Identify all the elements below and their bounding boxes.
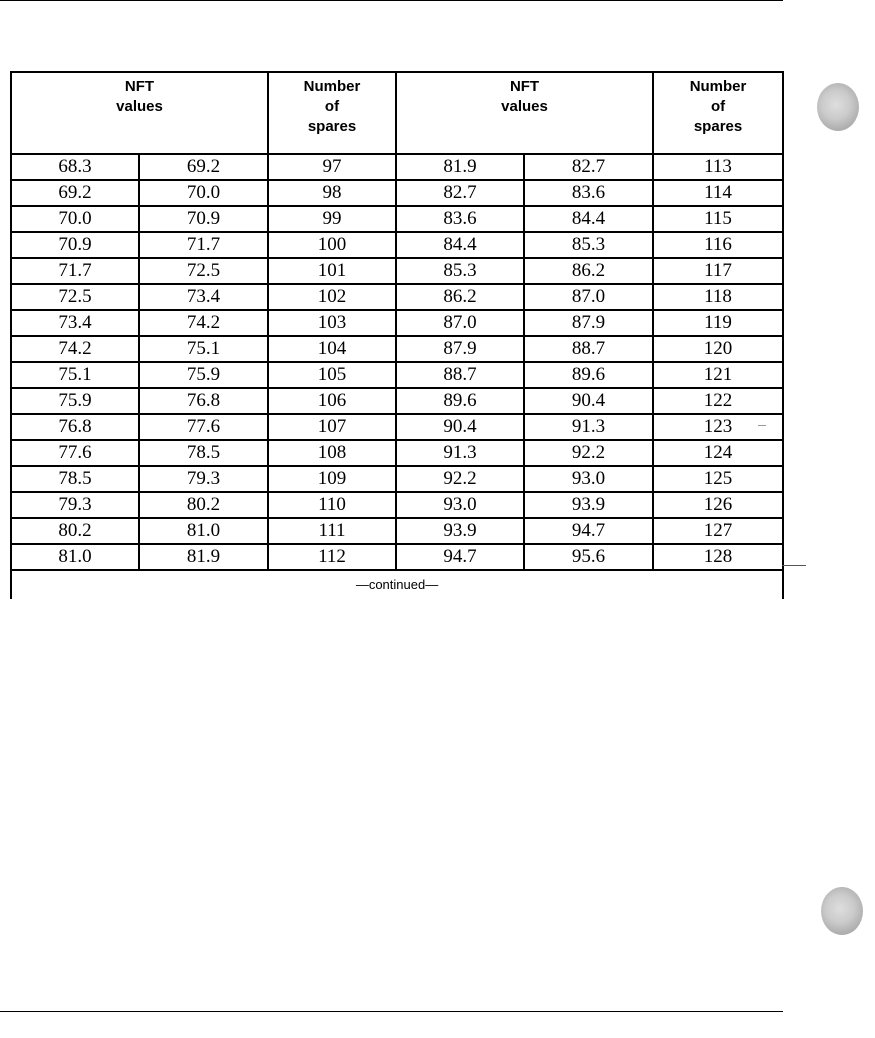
spares-left-cell: 99 bbox=[268, 206, 396, 232]
spares-left-cell: 106 bbox=[268, 388, 396, 414]
spares-right-cell: 123 bbox=[653, 414, 783, 440]
spares-right-cell: 116 bbox=[653, 232, 783, 258]
nft-low-left-cell: 81.0 bbox=[11, 544, 139, 570]
spares-left-cell: 102 bbox=[268, 284, 396, 310]
table-row bbox=[11, 284, 783, 310]
nft-high-right-cell: 83.6 bbox=[524, 180, 653, 206]
spares-right-cell: 114 bbox=[653, 180, 783, 206]
table-row bbox=[11, 388, 783, 414]
spares-right-cell: 122 bbox=[653, 388, 783, 414]
nft-spares-table bbox=[10, 71, 784, 599]
spares-right-cell: 115 bbox=[653, 206, 783, 232]
table-row bbox=[11, 180, 783, 206]
nft-low-left-cell: 78.5 bbox=[11, 466, 139, 492]
nft-low-right-cell: 93.0 bbox=[396, 492, 524, 518]
bottom-rule bbox=[0, 1011, 783, 1012]
table-row bbox=[11, 440, 783, 466]
continued-note: —continued— bbox=[11, 570, 783, 599]
nft-low-left-cell: 70.0 bbox=[11, 206, 139, 232]
nft-low-right-cell: 93.9 bbox=[396, 518, 524, 544]
nft-high-left-cell: 81.9 bbox=[139, 544, 268, 570]
continued-row bbox=[11, 570, 783, 599]
table-row bbox=[11, 466, 783, 492]
nft-low-left-cell: 73.4 bbox=[11, 310, 139, 336]
spares-right-cell: 118 bbox=[653, 284, 783, 310]
spares-left-cell: 108 bbox=[268, 440, 396, 466]
nft-low-right-cell: 87.0 bbox=[396, 310, 524, 336]
table-row bbox=[11, 206, 783, 232]
nft-high-left-cell: 72.5 bbox=[139, 258, 268, 284]
nft-high-right-cell: 92.2 bbox=[524, 440, 653, 466]
nft-high-left-cell: 75.9 bbox=[139, 362, 268, 388]
nft-high-left-cell: 75.1 bbox=[139, 336, 268, 362]
nft-low-right-cell: 91.3 bbox=[396, 440, 524, 466]
table-row bbox=[11, 544, 783, 570]
spares-right-cell: 117 bbox=[653, 258, 783, 284]
nft-values-header-left: NFT values bbox=[11, 72, 268, 154]
nft-low-left-cell: 69.2 bbox=[11, 180, 139, 206]
nft-low-left-cell: 71.7 bbox=[11, 258, 139, 284]
table-row bbox=[11, 154, 783, 180]
nft-low-right-cell: 89.6 bbox=[396, 388, 524, 414]
nft-high-left-cell: 71.7 bbox=[139, 232, 268, 258]
nft-high-right-cell: 88.7 bbox=[524, 336, 653, 362]
nft-low-right-cell: 83.6 bbox=[396, 206, 524, 232]
nft-low-right-cell: 86.2 bbox=[396, 284, 524, 310]
table-row bbox=[11, 518, 783, 544]
punch-hole-bottom bbox=[821, 887, 863, 935]
spares-left-cell: 105 bbox=[268, 362, 396, 388]
spares-right-cell: 121 bbox=[653, 362, 783, 388]
nft-high-right-cell: 95.6 bbox=[524, 544, 653, 570]
nft-high-left-cell: 69.2 bbox=[139, 154, 268, 180]
table-row bbox=[11, 336, 783, 362]
nft-low-left-cell: 70.9 bbox=[11, 232, 139, 258]
nft-high-right-cell: 85.3 bbox=[524, 232, 653, 258]
header-row bbox=[11, 72, 783, 154]
spares-right-cell: 127 bbox=[653, 518, 783, 544]
nft-low-right-cell: 88.7 bbox=[396, 362, 524, 388]
punch-hole-top bbox=[817, 83, 859, 131]
nft-high-right-cell: 93.0 bbox=[524, 466, 653, 492]
spares-left-cell: 112 bbox=[268, 544, 396, 570]
nft-low-right-cell: 90.4 bbox=[396, 414, 524, 440]
spares-left-cell: 107 bbox=[268, 414, 396, 440]
nft-high-left-cell: 80.2 bbox=[139, 492, 268, 518]
nft-high-left-cell: 81.0 bbox=[139, 518, 268, 544]
nft-high-right-cell: 91.3 bbox=[524, 414, 653, 440]
spares-left-cell: 104 bbox=[268, 336, 396, 362]
table-row bbox=[11, 258, 783, 284]
nft-high-left-cell: 74.2 bbox=[139, 310, 268, 336]
spares-left-cell: 111 bbox=[268, 518, 396, 544]
spares-left-cell: 101 bbox=[268, 258, 396, 284]
nft-high-left-cell: 78.5 bbox=[139, 440, 268, 466]
nft-high-left-cell: 76.8 bbox=[139, 388, 268, 414]
nft-high-left-cell: 73.4 bbox=[139, 284, 268, 310]
nft-low-right-cell: 85.3 bbox=[396, 258, 524, 284]
nft-low-left-cell: 79.3 bbox=[11, 492, 139, 518]
number-of-spares-header-right: Number of spares bbox=[653, 72, 783, 154]
table-row bbox=[11, 414, 783, 440]
nft-low-left-cell: 75.9 bbox=[11, 388, 139, 414]
nft-low-left-cell: 80.2 bbox=[11, 518, 139, 544]
nft-high-right-cell: 86.2 bbox=[524, 258, 653, 284]
table-row bbox=[11, 232, 783, 258]
spares-right-cell: 124 bbox=[653, 440, 783, 466]
nft-high-left-cell: 77.6 bbox=[139, 414, 268, 440]
nft-low-left-cell: 76.8 bbox=[11, 414, 139, 440]
nft-values-header-right: NFT values bbox=[396, 72, 653, 154]
top-rule bbox=[0, 0, 783, 1]
spares-right-cell: 120 bbox=[653, 336, 783, 362]
nft-low-right-cell: 81.9 bbox=[396, 154, 524, 180]
nft-low-right-cell: 94.7 bbox=[396, 544, 524, 570]
spares-right-cell: 119 bbox=[653, 310, 783, 336]
nft-high-right-cell: 84.4 bbox=[524, 206, 653, 232]
nft-low-right-cell: 92.2 bbox=[396, 466, 524, 492]
nft-low-right-cell: 84.4 bbox=[396, 232, 524, 258]
spares-right-cell: 113 bbox=[653, 154, 783, 180]
spares-right-cell: 128 bbox=[653, 544, 783, 570]
scan-mark bbox=[782, 565, 806, 566]
spares-left-cell: 100 bbox=[268, 232, 396, 258]
nft-high-left-cell: 70.9 bbox=[139, 206, 268, 232]
table-row bbox=[11, 492, 783, 518]
spares-right-cell: 125 bbox=[653, 466, 783, 492]
nft-low-left-cell: 68.3 bbox=[11, 154, 139, 180]
table-body bbox=[11, 154, 783, 570]
spares-left-cell: 109 bbox=[268, 466, 396, 492]
nft-high-right-cell: 94.7 bbox=[524, 518, 653, 544]
nft-high-right-cell: 93.9 bbox=[524, 492, 653, 518]
nft-low-left-cell: 77.6 bbox=[11, 440, 139, 466]
nft-low-left-cell: 72.5 bbox=[11, 284, 139, 310]
nft-low-left-cell: 75.1 bbox=[11, 362, 139, 388]
scan-mark bbox=[758, 425, 766, 426]
table-row bbox=[11, 310, 783, 336]
nft-high-right-cell: 82.7 bbox=[524, 154, 653, 180]
table-row bbox=[11, 362, 783, 388]
nft-high-left-cell: 70.0 bbox=[139, 180, 268, 206]
nft-high-right-cell: 90.4 bbox=[524, 388, 653, 414]
spares-right-cell: 126 bbox=[653, 492, 783, 518]
nft-high-right-cell: 89.6 bbox=[524, 362, 653, 388]
nft-low-left-cell: 74.2 bbox=[11, 336, 139, 362]
spares-left-cell: 97 bbox=[268, 154, 396, 180]
number-of-spares-header-left: Number of spares bbox=[268, 72, 396, 154]
nft-high-left-cell: 79.3 bbox=[139, 466, 268, 492]
nft-low-right-cell: 82.7 bbox=[396, 180, 524, 206]
nft-high-right-cell: 87.0 bbox=[524, 284, 653, 310]
spares-left-cell: 98 bbox=[268, 180, 396, 206]
spares-left-cell: 110 bbox=[268, 492, 396, 518]
spares-left-cell: 103 bbox=[268, 310, 396, 336]
nft-low-right-cell: 87.9 bbox=[396, 336, 524, 362]
nft-high-right-cell: 87.9 bbox=[524, 310, 653, 336]
